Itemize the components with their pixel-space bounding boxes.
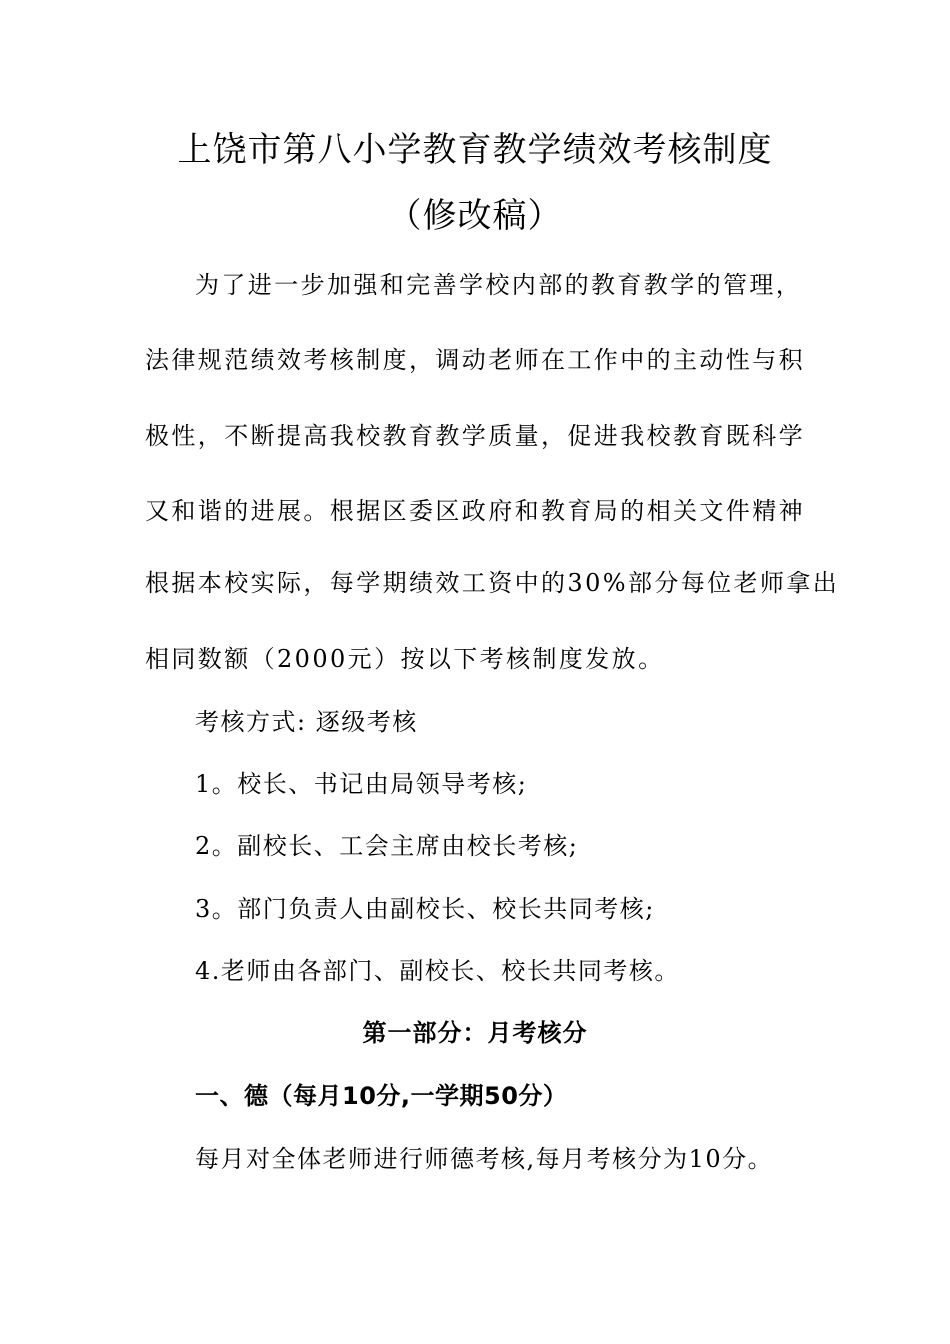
section-one-text: 每月对全体老师进行师德考核,每月考核分为10分。 [195,1145,774,1173]
intro-line-5: 根据本校实际，每学期绩效工资中的30%部分每位老师拿出 [145,569,840,597]
section-one-heading: 一、德（每月10分,一学期50分） [195,1082,568,1110]
method-item-3: 3。部门负责人由副校长、校长共同考核; [195,895,655,923]
intro-line-1: 为了进一步加强和完善学校内部的教育教学的管理， [195,271,803,299]
intro-line-6: 相同数额（2000元）按以下考核制度发放。 [145,645,665,673]
document-title: 上饶市第八小学教育教学绩效考核制度 [177,130,773,170]
intro-line-3: 极性，不断提高我校教育教学质量，促进我校教育既科学 [145,422,805,450]
part-one-heading: 第一部分：月考核分 [362,1019,588,1047]
intro-line-4: 又和谐的进展。根据区委区政府和教育局的相关文件精神 [145,497,805,525]
assessment-method-label: 考核方式: 逐级考核 [195,708,418,736]
intro-line-2: 法律规范绩效考核制度，调动老师在工作中的主动性与积 [145,346,805,374]
method-item-2: 2。副校长、工会主席由校长考核; [195,832,579,860]
method-item-4: 4.老师由各部门、副校长、校长共同考核。 [195,957,680,985]
method-item-1: 1。校长、书记由局领导考核; [195,770,528,798]
document-subtitle: （修改稿） [387,196,563,236]
